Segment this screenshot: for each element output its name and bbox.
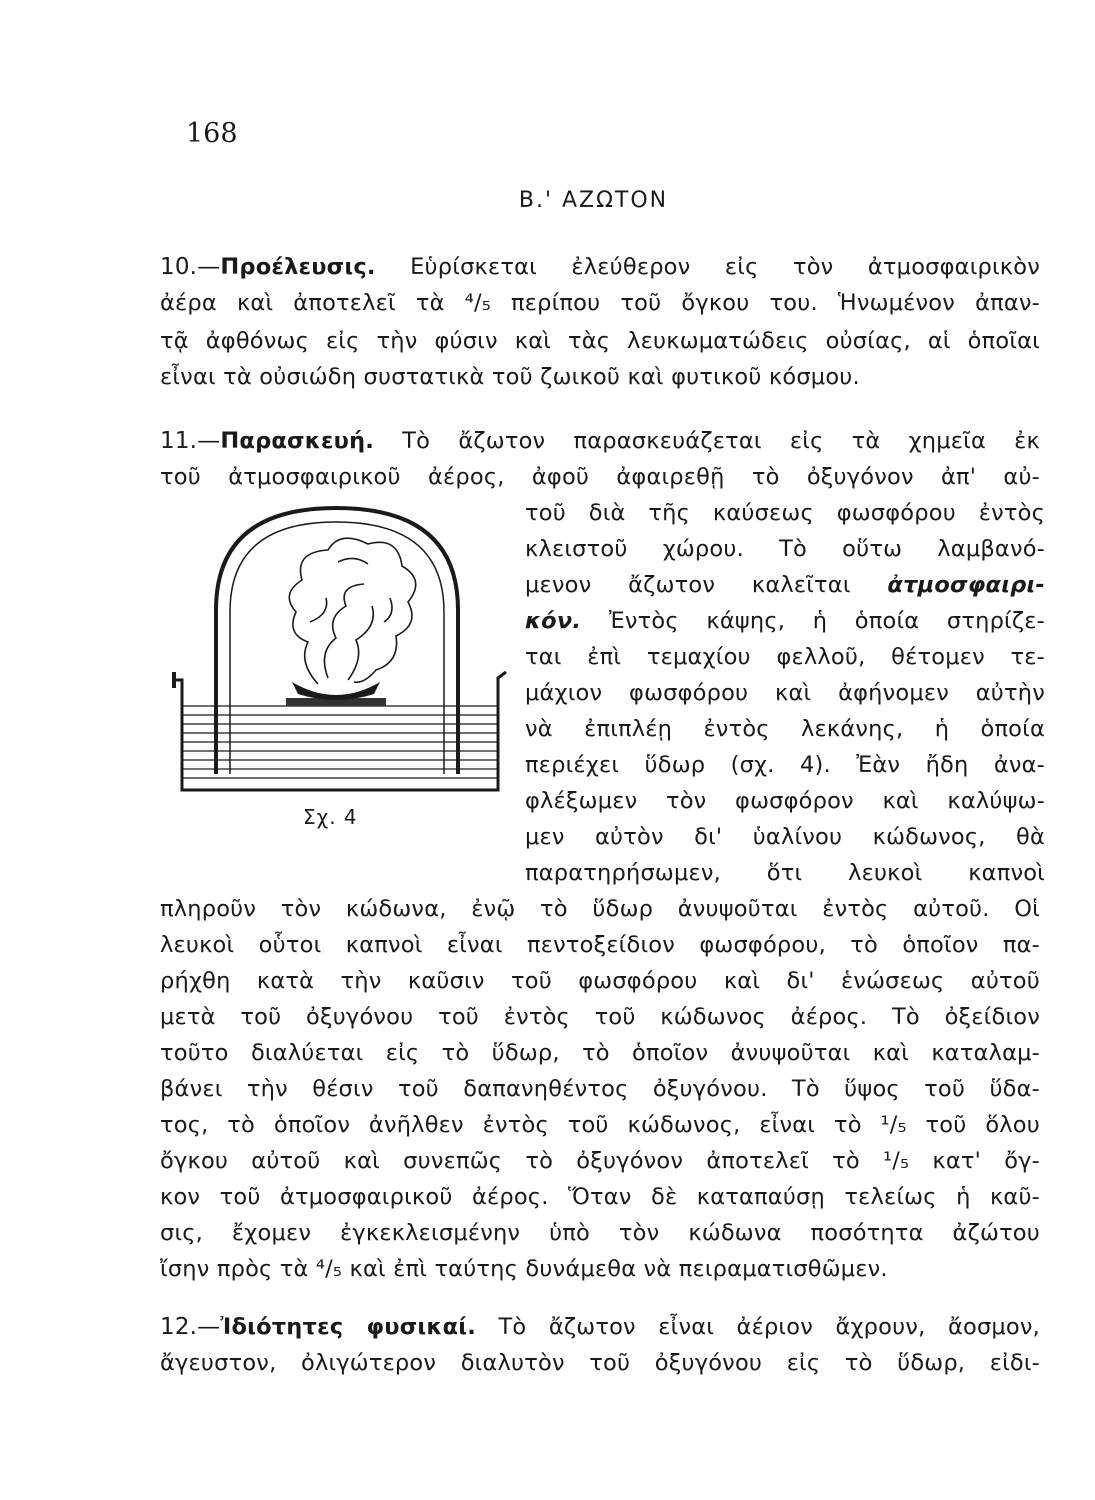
section-12-line-1 bbox=[160, 1312, 1040, 1342]
paragraph-line: τοῦ ἀτμοσφαιρικοῦ ἀέρος, ἀφοῦ ἀφαιρεθῇ τὸ ὀξυγόνον ἀπ' αὐ- bbox=[160, 464, 1040, 490]
paragraph-line: παρατηρήσωμεν, ὅτι λευκοὶ καπνοὶ bbox=[525, 860, 1045, 886]
paragraph-line: ἀέρα καὶ ἀποτελεῖ τὰ ⁴/₅ περίπου τοῦ ὄγκου του. Ἡνωμένον ἀπαν- bbox=[160, 290, 1040, 316]
paragraph-text: Ἐντὸς κάψης, ἡ ὁποία στηρίζε- bbox=[608, 608, 1045, 634]
paragraph-line: βάνει τὴν θέσιν τοῦ δαπανηθέντος ὀξυγόνου. Τὸ ὕψος τοῦ ὕδα- bbox=[160, 1076, 1040, 1102]
paragraph-text: μενον ἄζωτον καλεῖται bbox=[525, 572, 851, 598]
section-10-text: Εὑρίσκεται ἐλεύθερον εἰς τὸν ἀτμοσφαιρικὸν bbox=[410, 254, 1041, 280]
section-11-text: Τὸ ἄζωτον παρασκευάζεται εἰς τὰ χημεῖα ἐκ bbox=[402, 428, 1040, 454]
smoke bbox=[289, 538, 415, 684]
section-10-line-1 bbox=[160, 252, 1040, 282]
paragraph-line: τος, τὸ ὁποῖον ἀνῆλθεν ἐντὸς τοῦ κώδωνος, εἶναι τὸ ¹/₅ τοῦ ὅλου bbox=[160, 1112, 1040, 1138]
paragraph-line: τοῦ διὰ τῆς καύσεως φωσφόρου ἐντὸς bbox=[525, 500, 1045, 526]
paragraph-line: μάχιον φωσφόρου καὶ ἀφήνομεν αὐτὴν bbox=[525, 680, 1045, 706]
paragraph-line: ἄγευστον, ὀλιγώτερον διαλυτὸν τοῦ ὀξυγόνου εἰς τὸ ὕδωρ, εἰδι- bbox=[160, 1350, 1040, 1376]
paragraph-line: τοῦτο διαλύεται εἰς τὸ ὕδωρ, τὸ ὁποῖον ἀνυψοῦται καὶ καταλαμ- bbox=[160, 1040, 1040, 1066]
paragraph-line: εἶναι τὰ οὐσιώδη συστατικὰ τοῦ ζωικοῦ καὶ φυτικοῦ κόσμου. bbox=[160, 364, 860, 390]
emphasized-term: ἀτμοσφαιρι- bbox=[887, 572, 1045, 598]
figure-caption: Σχ. 4 bbox=[303, 805, 358, 829]
paragraph-line: ρήχθη κατὰ τὴν καῦσιν τοῦ φωσφόρου καὶ δι' ἑνώσεως αὐτοῦ bbox=[160, 968, 1040, 994]
section-11-heading: Παρασκευή. bbox=[220, 428, 375, 454]
section-10-number: 10.— bbox=[160, 254, 221, 280]
paragraph-line bbox=[525, 570, 1045, 600]
paragraph-line: ἴσην πρὸς τὰ ⁴/₅ καὶ ἐπὶ ταύτης δυνάμεθα νὰ πειραματισθῶμεν. bbox=[160, 1256, 888, 1282]
section-12-number: 12.— bbox=[160, 1314, 221, 1340]
paragraph-line: σις, ἔχομεν ἐγκεκλεισμένην ὑπὸ τὸν κώδωνα ποσότητα ἀζώτου bbox=[160, 1220, 1040, 1246]
section-12-heading: Ἰδιότητες φυσικαί. bbox=[220, 1314, 476, 1340]
paragraph-line: μεν αὐτὸν δι' ὑαλίνου κώδωνος, θὰ bbox=[525, 824, 1045, 850]
paragraph-line: ται ἐπὶ τεμαχίου φελλοῦ, θέτομεν τε- bbox=[525, 644, 1045, 670]
page-number: 168 bbox=[186, 118, 238, 149]
bell-jar-figure bbox=[168, 502, 513, 804]
section-12-text: Τὸ ἄζωτον εἶναι ἀέριον ἄχρουν, ἄοσμον, bbox=[498, 1314, 1041, 1340]
paragraph-line: πληροῦν τὸν κώδωνα, ἐνῷ τὸ ὕδωρ ἀνυψοῦται ἐντὸς αὐτοῦ. Οἱ bbox=[160, 896, 1040, 922]
paragraph-line: λευκοὶ οὗτοι καπνοὶ εἶναι πεντοξείδιον φωσφόρου, τὸ ὁποῖον πα- bbox=[160, 932, 1040, 958]
paragraph-line: κλειστοῦ χώρου. Τὸ οὕτω λαμβανό- bbox=[525, 536, 1045, 562]
chapter-title: Β.' ΑΖΩΤΟΝ bbox=[518, 188, 669, 213]
section-10-heading: Προέλευσις. bbox=[220, 254, 376, 280]
paragraph-line: μετὰ τοῦ ὀξυγόνου τοῦ ἐντὸς τοῦ κώδωνος ἀέρος. Τὸ ὀξείδιον bbox=[160, 1004, 1040, 1030]
section-11-line-1 bbox=[160, 426, 1040, 456]
paragraph-line bbox=[525, 606, 1045, 636]
paragraph-line: τᾷ ἀφθόνως εἰς τὴν φύσιν καὶ τὰς λευκωματώδεις οὐσίας, αἱ ὁποῖαι bbox=[160, 328, 1040, 354]
paragraph-line: φλέξωμεν τὸν φωσφόρον καὶ καλύψω- bbox=[525, 788, 1045, 814]
paragraph-line: ὄγκου αὐτοῦ καὶ συνεπῶς τὸ ὀξυγόνον ἀποτελεῖ τὸ ¹/₅ κατ' ὄγ- bbox=[160, 1148, 1040, 1174]
paragraph-line: κον τοῦ ἀτμοσφαιρικοῦ ἀέρος. Ὅταν δὲ καταπαύσῃ τελείως ἡ καῦ- bbox=[160, 1184, 1040, 1210]
section-11-number: 11.— bbox=[160, 428, 221, 454]
capsule bbox=[292, 682, 380, 700]
emphasized-term: κόν. bbox=[525, 608, 582, 634]
paragraph-line: νὰ ἐπιπλέῃ ἐντὸς λεκάνης, ἡ ὁποία bbox=[525, 716, 1045, 742]
paragraph-line: περιέχει ὕδωρ (σχ. 4). Ἐὰν ἤδη ἀνα- bbox=[525, 752, 1045, 778]
